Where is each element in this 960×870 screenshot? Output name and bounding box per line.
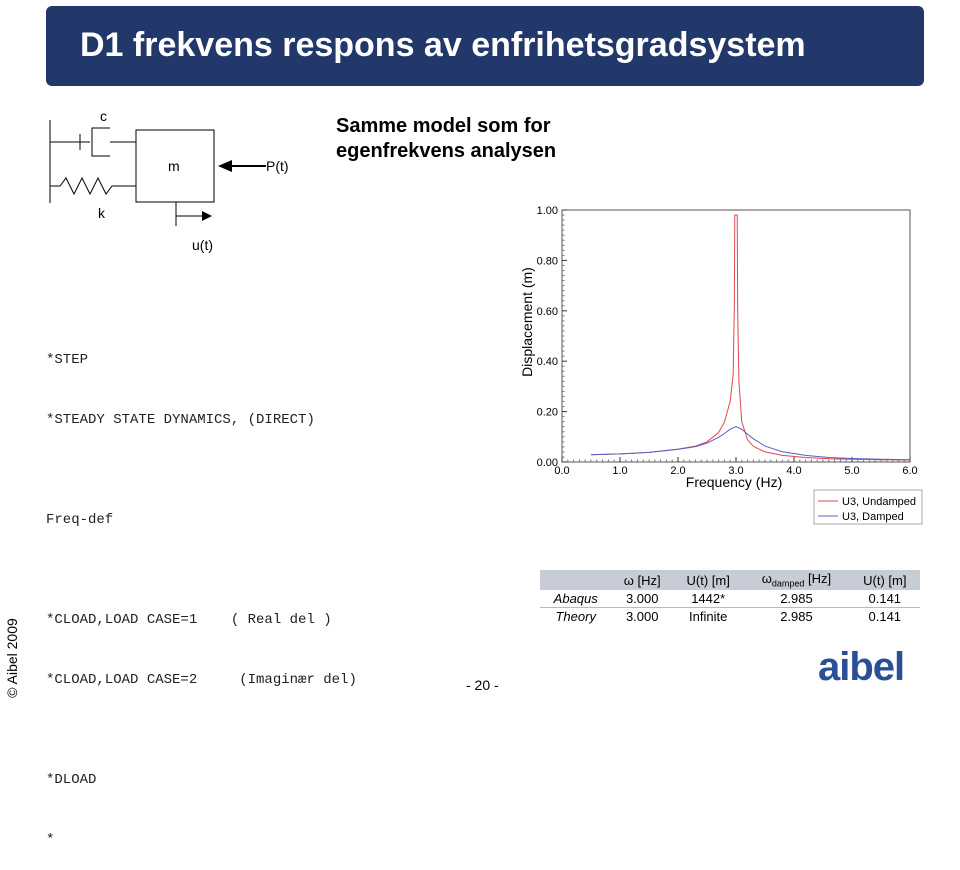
model-note-line-1: Samme model som for	[336, 115, 551, 137]
displacement-label: u(t)	[192, 237, 213, 253]
code-line: *CLOAD,LOAD CASE=1 ( Real del )	[46, 612, 332, 628]
x-tick-label: 5.0	[844, 465, 860, 477]
table-cell: Infinite	[689, 609, 728, 624]
omega-symbol: ω	[761, 571, 772, 587]
copyright-notice: © Aibel 2009	[4, 618, 20, 698]
table-cell: 1442*	[673, 590, 743, 608]
table-header-cell: U(t) [m]	[850, 570, 920, 590]
table-row	[540, 590, 920, 608]
aibel-logo	[816, 646, 956, 690]
code-line: *STEADY STATE DYNAMICS, (DIRECT)	[46, 412, 315, 428]
x-tick-label: 4.0	[786, 465, 802, 477]
model-note	[336, 114, 556, 164]
y-tick-label: 1.00	[536, 205, 558, 217]
y-tick-label: 0.20	[536, 406, 558, 419]
code-line: *STEP	[46, 352, 89, 368]
table-header-cell	[743, 570, 849, 590]
table-row	[540, 608, 920, 626]
code-line: Freq-def	[46, 512, 114, 528]
mass-label: m	[168, 158, 180, 174]
logo-wordmark: aibel	[818, 646, 905, 689]
x-tick-label: 3.0	[728, 465, 744, 477]
code-line: *	[46, 832, 55, 848]
x-tick-label: 1.0	[612, 465, 628, 477]
page-number: - 20 -	[466, 677, 499, 693]
x-tick-label: 0.0	[554, 465, 570, 477]
table-header-row	[540, 570, 920, 590]
legend-label: U3, Damped	[842, 511, 904, 523]
table-cell: 3.000	[625, 609, 659, 624]
model-note-line-2: egenfrekvens analysen	[336, 140, 557, 162]
x-tick-label: 2.0	[670, 465, 686, 477]
force-label: P(t)	[266, 158, 289, 174]
spring-label: k	[98, 205, 105, 221]
results-table	[540, 570, 920, 625]
x-axis-label: Frequency (Hz)	[685, 474, 783, 490]
table-cell: 2.985	[780, 609, 813, 624]
table-cell: 0.141	[868, 609, 902, 624]
y-tick-label: 0.00	[536, 457, 558, 469]
table-cell: 0.141	[850, 590, 920, 608]
code-line: *DLOAD	[46, 772, 97, 788]
table-header-cell	[540, 570, 611, 590]
damped-subscript: damped	[771, 578, 805, 589]
slide-title: D1 frekvens respons av enfrihetsgradsystem	[80, 26, 806, 64]
input-code	[46, 310, 357, 870]
legend-label: U3, Undamped	[842, 496, 916, 508]
series-line-1	[591, 215, 910, 460]
table-header-cell: ω [Hz]	[611, 570, 673, 590]
frequency-response-chart	[512, 190, 932, 530]
table-cell: 3.000	[611, 590, 673, 608]
y-tick-label: 0.80	[536, 255, 558, 268]
y-axis-label: Displacement (m)	[519, 267, 535, 377]
y-tick-label: 0.40	[536, 356, 558, 369]
x-tick-label: 6.0	[902, 465, 918, 477]
y-tick-label: 0.60	[536, 305, 558, 318]
damper-label: c	[100, 108, 107, 124]
table-header-cell: U(t) [m]	[673, 570, 743, 590]
table-cell: Abaqus	[540, 590, 611, 608]
sdof-schematic	[40, 98, 300, 258]
table-cell: 2.985	[743, 590, 849, 608]
omega-unit: [Hz]	[804, 571, 832, 587]
title-banner	[46, 6, 924, 86]
plot-frame	[562, 210, 910, 462]
table-cell: Theory	[555, 609, 596, 624]
code-line: *CLOAD,LOAD CASE=2 (Imaginær del)	[46, 672, 357, 688]
